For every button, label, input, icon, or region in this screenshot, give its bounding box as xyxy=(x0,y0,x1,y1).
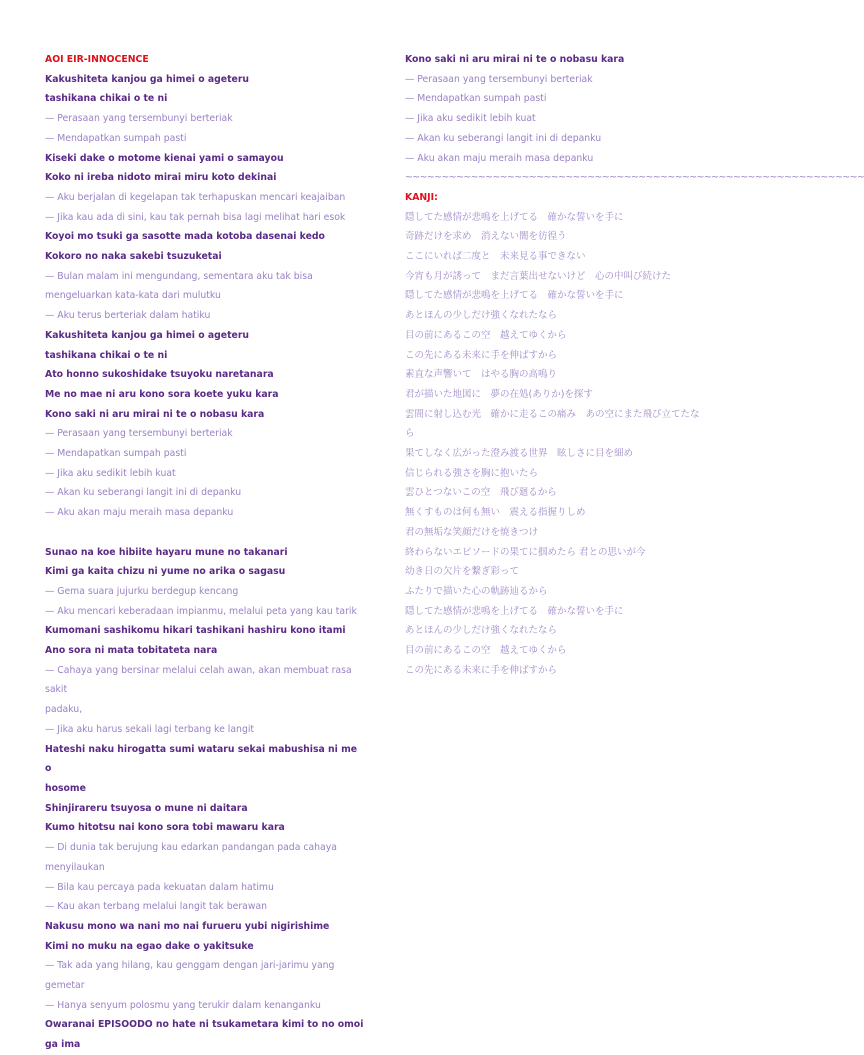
translation-line: — Jika aku sedikit lebih kuat xyxy=(405,113,536,125)
kanji-line: ここにいれば二度と 未来見る事できない xyxy=(405,251,586,263)
translation-line: gemetar xyxy=(45,980,85,992)
translation-line: — Mendapatkan sumpah pasti xyxy=(45,132,187,144)
kanji-line: ふたりで描いた心の軌跡辿るから xyxy=(405,585,548,597)
romaji-line: Kakushiteta kanjou ga himei o ageteru xyxy=(45,73,250,85)
romaji-line: Kiseki dake o motome kienai yami o samayou xyxy=(45,152,284,164)
kanji-line: 隠してた感情が悲鳴を上げてる 確かな誓いを手に xyxy=(405,605,624,617)
section-heading: KANJI: xyxy=(405,191,438,203)
translation-line: — Perasaan yang tersembunyi berteriak xyxy=(45,113,233,125)
romaji-line: Kono saki ni aru mirai ni te o nobasu kara xyxy=(405,54,625,65)
right-lyrics-column xyxy=(405,50,864,681)
translation-line: — Jika aku sedikit lebih kuat xyxy=(45,467,176,479)
kanji-line: 君が描いた地図に 夢の在処(ありか)を探す xyxy=(405,388,593,400)
kanji-line: 今宵も月が誘って まだ言葉出せないけど 心の中叫び続けた xyxy=(405,270,672,282)
translation-line: — Cahaya yang bersinar melalui celah awan, akan membuat rasa sakit xyxy=(45,664,352,696)
romaji-line: Ano sora ni mata tobitateta nara xyxy=(45,645,218,657)
translation-line: — Akan ku seberangi langit ini di depanku xyxy=(405,132,602,144)
romaji-line: ga ima xyxy=(45,1039,81,1051)
translation-line: — Bulan malam ini mengundang, sementara aku tak bisa xyxy=(45,270,313,282)
kanji-line: 素直な声響いて はやる胸の高鳴り xyxy=(405,369,558,381)
romaji-line: Kimi ga kaita chizu ni yume no arika o sagasu xyxy=(45,566,286,578)
kanji-line: あとほんの少しだけ強くなれたなら xyxy=(405,625,558,637)
translation-line: — Mendapatkan sumpah pasti xyxy=(405,93,547,105)
kanji-line: この先にある未来に手を伸ばすから xyxy=(405,664,558,676)
romaji-line: Nakusu mono wa nani mo nai furueru yubi nigirishime xyxy=(45,920,330,932)
romaji-line: Hateshi naku hirogatta sumi wataru sekai mabushisa ni me o xyxy=(45,743,358,775)
kanji-line: 隠してた感情が悲鳴を上げてる 確かな誓いを手に xyxy=(405,290,624,302)
romaji-line: Kono saki ni aru mirai ni te o nobasu kara xyxy=(45,408,265,420)
romaji-line: Kakushiteta kanjou ga himei o ageteru xyxy=(45,329,250,341)
romaji-line: Kokoro no naka sakebi tsuzuketai xyxy=(45,251,222,263)
romaji-line: hosome xyxy=(45,783,86,794)
romaji-line: Kimi no muku na egao dake o yakitsuke xyxy=(45,940,254,952)
blank-line xyxy=(45,523,365,543)
translation-line: mengeluarkan kata-kata dari mulutku xyxy=(45,290,221,302)
separator-line: ~~~~~~~~~~~~~~~~~~~~~~~~~~~~~~~~~~~~~~~~~~~~~~~~~~~~~~~~~~~~~~~ xyxy=(405,172,864,184)
section-heading: AOI EIR-INNOCENCE xyxy=(45,54,149,65)
kanji-line: 幼き日の欠片を繋ぎ彩って xyxy=(405,566,520,578)
translation-line: — Hanya senyum polosmu yang terukir dalam kenanganku xyxy=(45,999,321,1011)
kanji-line: 信じられる強さを胸に抱いたら xyxy=(405,467,539,479)
romaji-line: Me no mae ni aru kono sora koete yuku kara xyxy=(45,388,279,400)
romaji-line: Koyoi mo tsuki ga sasotte mada kotoba dasenai kedo xyxy=(45,231,325,243)
romaji-line: Kumomani sashikomu hikari tashikani hashiru kono itami xyxy=(45,625,346,637)
translation-line: — Di dunia tak berujung kau edarkan pandangan pada cahaya xyxy=(45,842,337,854)
translation-line: — Jika kau ada di sini, kau tak pernah bisa lagi melihat hari esok xyxy=(45,211,346,223)
kanji-line: 終わらないエピソードの果てに掴めたら 君との思いが今 xyxy=(405,546,646,558)
translation-line: — Jika aku harus sekali lagi terbang ke langit xyxy=(45,723,255,735)
translation-line: — Mendapatkan sumpah pasti xyxy=(45,448,187,460)
translation-line: — Akan ku seberangi langit ini di depanku xyxy=(45,487,242,499)
translation-line: — Bila kau percaya pada kekuatan dalam hatimu xyxy=(45,881,274,893)
romaji-line: Ato honno sukoshidake tsuyoku naretanara xyxy=(45,369,274,381)
translation-line: — Aku terus berteriak dalam hatiku xyxy=(45,310,211,322)
romaji-line: Kumo hitotsu nai kono sora tobi mawaru kara xyxy=(45,822,285,834)
translation-line: — Tak ada yang hilang, kau genggam dengan jari-jarimu yang xyxy=(45,960,335,972)
kanji-line: 雲ひとつないこの空 飛び廻るから xyxy=(405,487,557,499)
kanji-line: 目の前にあるこの空 越えてゆくから xyxy=(405,645,567,657)
kanji-line: ら xyxy=(405,428,415,440)
kanji-line: 無くすものは何も無い 震える指握りしめ xyxy=(405,507,586,519)
left-lyrics-column xyxy=(45,50,365,1055)
kanji-line: 果てしなく広がった澄み渡る世界 眩しさに目を細め xyxy=(405,448,634,460)
romaji-line: tashikana chikai o te ni xyxy=(45,349,168,361)
kanji-line: この先にある未来に手を伸ばすから xyxy=(405,349,558,361)
kanji-line: 雲間に射し込む光 確かに走るこの痛み あの空にまた飛び立てたな xyxy=(405,408,700,420)
romaji-line: tashikana chikai o te ni xyxy=(45,93,168,105)
kanji-line: あとほんの少しだけ強くなれたなら xyxy=(405,310,558,322)
kanji-line: 奇跡だけを求め 消えない闇を彷徨う xyxy=(405,231,567,243)
romaji-line: Shinjirareru tsuyosa o mune ni daitara xyxy=(45,802,248,814)
translation-line: — Kau akan terbang melalui langit tak berawan xyxy=(45,901,268,913)
translation-line: — Gema suara jujurku berdegup kencang xyxy=(45,585,239,597)
translation-line: padaku, xyxy=(45,704,83,716)
translation-line: — Perasaan yang tersembunyi berteriak xyxy=(405,73,593,85)
kanji-line: 君の無垢な笑顔だけを焼きつけ xyxy=(405,526,539,538)
romaji-line: Sunao na koe hibiite hayaru mune no takanari xyxy=(45,546,288,558)
translation-line: — Aku berjalan di kegelapan tak terhapuskan mencari keajaiban xyxy=(45,191,346,203)
kanji-line: 隠してた感情が悲鳴を上げてる 確かな誓いを手に xyxy=(405,211,624,223)
translation-line: — Aku mencari keberadaan impianmu, melalui peta yang kau tarik xyxy=(45,605,357,617)
translation-line: menyilaukan xyxy=(45,861,105,873)
translation-line: — Aku akan maju meraih masa depanku xyxy=(45,507,234,519)
romaji-line: Koko ni ireba nidoto mirai miru koto dekinai xyxy=(45,172,277,184)
romaji-line: Owaranai EPISOODO no hate ni tsukametara kimi to no omoi xyxy=(45,1019,364,1031)
translation-line: — Aku akan maju meraih masa depanku xyxy=(405,152,594,164)
translation-line: — Perasaan yang tersembunyi berteriak xyxy=(45,428,233,440)
kanji-line: 目の前にあるこの空 越えてゆくから xyxy=(405,329,567,341)
